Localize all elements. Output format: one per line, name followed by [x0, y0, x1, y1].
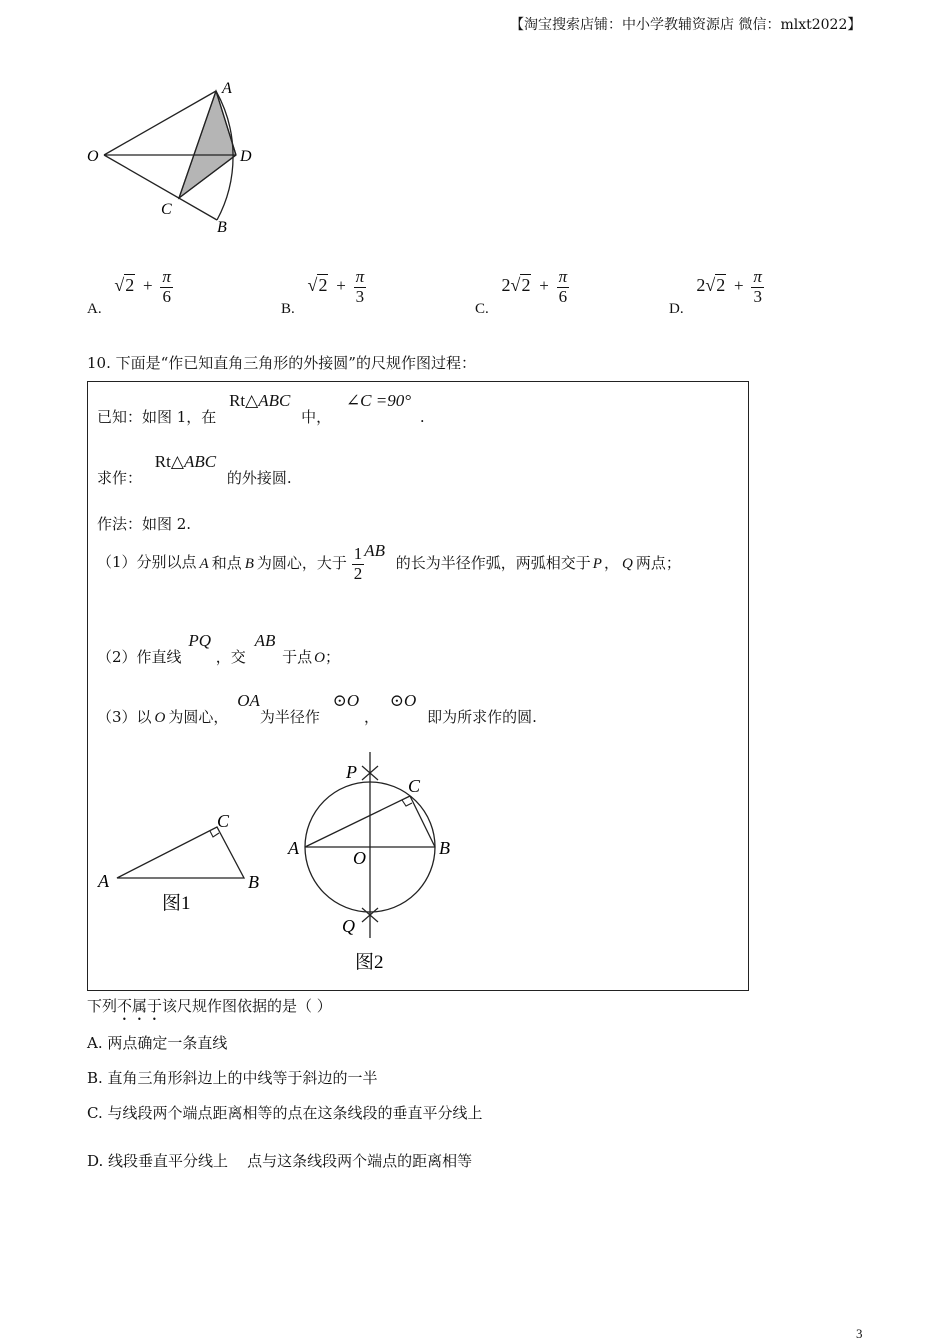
fig2-label-c: C	[408, 776, 421, 796]
figure-2-construction	[280, 748, 470, 978]
label-a: A	[222, 80, 232, 97]
fraction: $\frac{\pi}{6}$	[162, 267, 171, 306]
q9-option-c: C. 2√2 + $\frac{\pi}{6}$	[475, 267, 568, 318]
fig1-label-a: A	[98, 871, 109, 891]
page-number: 3	[856, 1326, 863, 1341]
option-letter: B.	[281, 301, 295, 318]
sqrt-expression: √2	[114, 275, 135, 296]
step-1: （1）分别以点 A 和点 B 为圆心，大于 $\frac{1}{2}$ AB 的长为半径作弧，两弧相交于 P ， Q 两点；	[97, 541, 681, 583]
step-2: （2）作直线 PQ ，交 AB 于点 O；	[97, 631, 341, 666]
triangle-abc	[117, 827, 244, 878]
sqrt-expression: 2√2	[501, 275, 531, 296]
option-letter: D.	[669, 301, 684, 318]
q9-option-a: A. √2 + $\frac{\pi}{6}$	[87, 267, 171, 318]
fig1-label-c: C	[217, 811, 230, 831]
known-line: 已知：如图 1，在 Rt△ABC 中， ∠C =90° .	[97, 391, 425, 426]
half-fraction: $\frac{1}{2}$	[353, 544, 363, 583]
method-line: 作法：如图 2.	[97, 515, 192, 533]
sqrt-expression: 2√2	[696, 275, 726, 296]
q10-question: 下列不属于该尺规作图依据的是（ ）	[87, 997, 332, 1015]
fig2-label-p: P	[346, 762, 357, 782]
emphasis-not: 不属于	[117, 997, 163, 1015]
fig2-label-b: B	[439, 838, 450, 858]
fig1-caption: 图1	[162, 893, 191, 914]
label-d: D	[240, 148, 252, 165]
q10-option-b: B. 直角三角形斜边上的中线等于斜边的一半	[87, 1069, 378, 1087]
header-watermark: 【淘宝搜索店铺：中小学教辅资源店 微信：mlxt2022】	[510, 17, 862, 33]
q9-sector-figure	[80, 72, 280, 242]
option-letter: C.	[475, 301, 489, 318]
fig1-label-b: B	[248, 872, 259, 892]
q9-option-d: D. 2√2 + $\frac{\pi}{3}$	[669, 267, 762, 318]
fig2-label-a: A	[288, 838, 299, 858]
find-line: 求作： Rt△ABC 的外接圆.	[97, 452, 292, 487]
step-3: （3）以 O 为圆心， OA为半径作 ⊙O ， ⊙O 即为所求作的圆.	[97, 691, 537, 726]
fraction: $\frac{\pi}{6}$	[558, 267, 568, 306]
fig2-label-o: O	[353, 848, 366, 868]
fig2-label-q: Q	[342, 916, 355, 936]
q10-option-d: D. 线段垂直平分线上 点与这条线段两个端点的距离相等	[87, 1152, 473, 1170]
fig2-caption: 图2	[355, 952, 384, 973]
sqrt-expression: √2	[307, 275, 328, 296]
label-b: B	[217, 219, 227, 236]
label-o: O	[87, 148, 99, 165]
q10-stem: 10. 下面是“作已知直角三角形的外接圆”的尺规作图过程：	[87, 354, 476, 372]
fraction: $\frac{\pi}{3}$	[355, 267, 365, 306]
q10-option-a: A. 两点确定一条直线	[87, 1034, 228, 1052]
right-angle-mark	[210, 831, 219, 837]
option-letter: A.	[87, 301, 102, 318]
label-c: C	[161, 201, 172, 218]
fraction: $\frac{\pi}{3}$	[753, 267, 762, 306]
figure-1-triangle	[90, 805, 270, 915]
q9-option-b: B. √2 + $\frac{\pi}{3}$	[281, 267, 365, 318]
segment-cb	[410, 796, 435, 847]
q10-option-c: C. 与线段两个端点距离相等的点在这条线段的垂直平分线上	[87, 1104, 483, 1122]
right-angle-mark	[402, 800, 412, 806]
